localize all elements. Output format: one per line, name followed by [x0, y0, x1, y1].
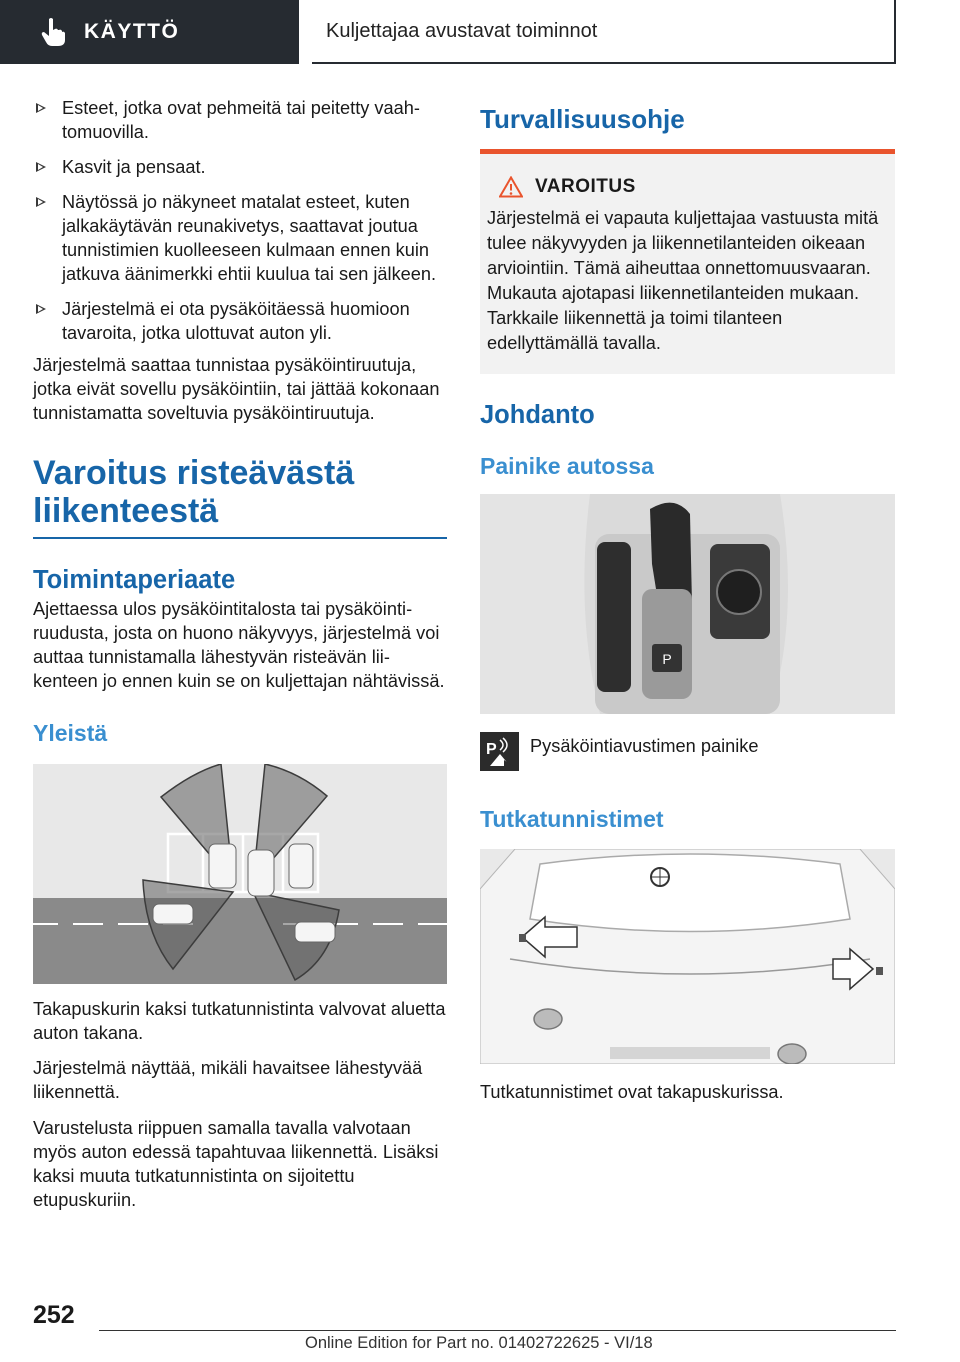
yleista-paragraph-1: Takapuskurin kaksi tutkatunnistinta valvovat aluetta auton takana. [33, 999, 446, 1043]
section-rule [33, 537, 447, 539]
cross-traffic-illustration [33, 764, 447, 984]
console-photo [480, 494, 895, 714]
footer-rule [99, 1330, 896, 1331]
tutka-heading: Tutkatunnistimet [480, 806, 664, 832]
painike-heading: Painike autossa [480, 453, 654, 479]
body-paragraph: Järjestelmä saattaa tunnistaa pysäköintiruutuja, jotka eivät sovellu pysäköintiin, tai jättää kokonaan tunnistamatta soveltuvia pysäköintiruutuja. [33, 355, 440, 423]
toimintaperiaate-heading: Toimintaperiaate [33, 566, 236, 594]
svg-text:P: P [486, 741, 497, 758]
warning-label: VAROITUS [535, 176, 636, 197]
page-number: 252 [33, 1301, 75, 1329]
chapter-title: Kuljettajaa avustavat toiminnot [312, 0, 896, 64]
button-caption-row [480, 732, 895, 771]
list-item: Kasvit ja pensaat. [33, 155, 447, 179]
johdanto-heading: Johdanto [480, 401, 595, 429]
yleista-paragraph-3: Varustelusta riippuen samalla tavalla valvotaan myös auton edessä tapahtuvaa liikennettä. Lisäksi kaksi muuta tutkatunnistinta on sijoitettu etupuskuriin. [33, 1118, 439, 1210]
right-column [480, 96, 895, 1104]
yleista-heading: Yleistä [33, 720, 108, 746]
list-item: Järjestelmä ei ota pysäköitäessä huomioon tavaroita, jotka ulottuvat auton yli. [33, 297, 447, 345]
cross-traffic-diagram [33, 764, 447, 984]
bullet-triangle-icon [36, 197, 46, 207]
svg-text:P: P [662, 651, 672, 667]
radar-caption: Tutkatunnistimet ovat takapuskurissa. [480, 1082, 784, 1102]
list-item: Näytössä jo näkyneet matalat esteet, kuten jalkakäytävän reunakivetys, saattavat joutua tunnistimien kuolleeseen kulmaan ennen kuin jatkuva äänimerkki ehtii kuulua tai sen jälkeen. [33, 190, 447, 286]
warning-text: Järjestelmä ei vapauta kuljettajaa vastuusta mitä tulee näkyvyyden ja liikennetilanteiden oikeaan arviointiin. Tämä aiheuttaa onnettomuusvaaran. Mukauta ajotapasi liikennetilanteiden mukaan. Tarkkaile liikennettä ja toimi tilanteen edellyttämällä tavalla. [487, 208, 879, 353]
bullet-triangle-icon [36, 162, 46, 172]
section-label: KÄYTTÖ [84, 20, 180, 43]
button-caption: Pysäköintiavustimen painike [530, 736, 759, 756]
warning-box [480, 149, 895, 374]
yleista-paragraph-2: Järjestelmä näyttää, mikäli havaitsee lähestyvää liikennettä. [33, 1058, 423, 1102]
toimintaperiaate-text: Ajettaessa ulos pysäköintitalosta tai pysäköintiruudusta, josta on huono näkyvyys, järjestelmä voi auttaa tunnistamalla lähestyvän risteävän liikenteen jo ennen kuin se on kuljettajan nähtävissä. [33, 599, 445, 691]
section-tab [0, 0, 299, 64]
rear-bumper-illustration [480, 849, 895, 1064]
safety-heading: Turvallisuusohje [480, 104, 685, 134]
section-title: Varoitus risteävästä liikenteestä [33, 454, 355, 530]
warning-triangle-icon [499, 176, 523, 198]
bullet-triangle-icon [36, 103, 46, 113]
park-assist-icon [480, 732, 519, 771]
center-console-illustration [480, 494, 895, 714]
list-item: Esteet, jotka ovat pehmeitä tai peitetty vaahtomuovilla. [33, 96, 447, 144]
edition-text: Online Edition for Part no. 01402722625 - VI/18 [305, 1334, 653, 1352]
bullet-triangle-icon [36, 304, 46, 314]
hand-pointer-icon [40, 17, 66, 47]
bullet-list [33, 96, 447, 345]
radar-sensors-photo [480, 849, 895, 1064]
left-column [33, 96, 447, 1223]
